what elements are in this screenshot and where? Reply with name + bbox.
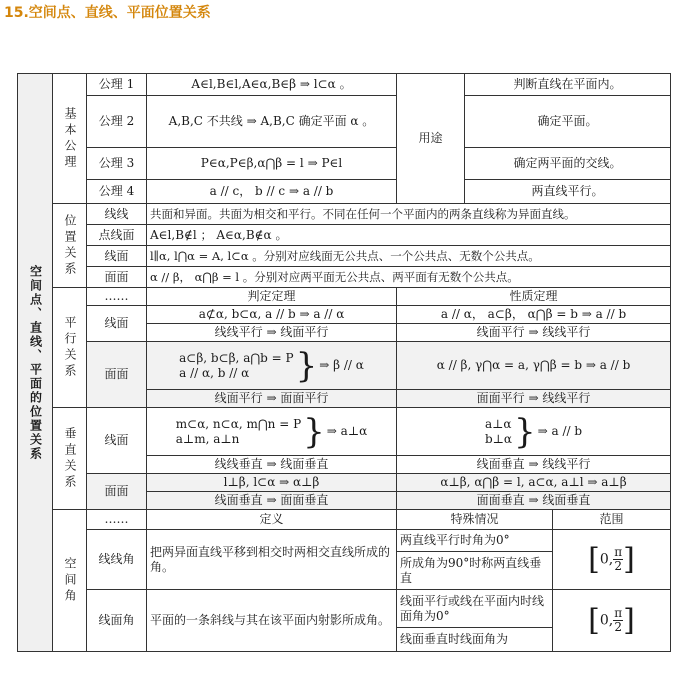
parallel-plane-judge-line2: a // α, b // α [179,365,250,380]
parallel-header-judge: 判定定理 [147,288,397,306]
perp-prop-line2: b⊥α [484,431,513,446]
angle-line-line-name: 线线角 [87,530,147,590]
perp-line-plane-name: 线面 [87,408,147,474]
position-plane-plane-content: α // β， α⋂β = l 。分别对应两平面无公共点、两平面有无数个公共点。 [147,267,671,288]
parallel-line-plane-prop-text: 线面平行 ⇒ 线线平行 [397,324,671,342]
position-line-line-name: 线线 [87,204,147,225]
parallel-line-plane-name: 线面 [87,306,147,342]
perp-prop-result: ⇒ a // b [537,424,583,438]
parallel-group-label: 平行关系 [53,288,87,408]
parallel-plane-plane-prop-formula: α // β, γ⋂α = a, γ⋂β = b ⇒ a // b [397,342,671,390]
perp-line-plane-prop-text: 线面垂直 ⇒ 线线平行 [397,456,671,474]
parallel-plane-plane-name: 面面 [87,342,147,408]
angle-line-line-definition: 把两异面直线平移到相交时两相交直线所成的角。 [147,530,397,590]
usage-1: 判断直线在平面内。 [465,74,671,96]
parallel-plane-plane-judge-text: 线面平行 ⇒ 面面平行 [147,390,397,408]
perp-prop-line1: a⊥α [484,416,512,431]
angle-line-line-special2: 所成角为90°时称两直线垂直 [397,552,553,590]
perp-judge-result: ⇒ a⊥α [326,424,368,438]
usage-3: 确定两平面的交线。 [465,148,671,180]
axiom-2-content: A,B,C 不共线 ⇒ A,B,C 确定平面 α 。 [147,96,397,148]
usage-4: 两直线平行。 [465,180,671,204]
angles-header-special: 特殊情况 [397,510,553,530]
axiom-1-name: 公理 1 [87,74,147,96]
position-point-content: A∈l,B∉l ； A∈α,B∉α 。 [147,225,671,246]
perp-judge-line2: a⊥m, a⊥n [175,431,240,446]
angle-line-plane-range: [0, $\frac{\pi}{2}$ ] [553,590,671,652]
page-title: 15.空间点、直线、平面位置关系 [4,5,211,21]
angles-group-label: 空间角 [53,510,87,652]
parallel-plane-plane-judge-formula: a⊂β, b⊂β, a⋂b = P a // α, b // α } ⇒ β // α [147,342,397,390]
parallel-line-plane-prop-formula: a // α， a⊂β， α⋂β = b ⇒ a // b [397,306,671,324]
angles-header-range: 范围 [553,510,671,530]
summary-table [17,73,671,652]
perp-plane-plane-judge-formula: l⊥β, l⊂α ⇒ α⊥β [147,474,397,492]
axiom-3-content: P∈α,P∈β,α⋂β = l ⇒ P∈l [147,148,397,180]
main-label: 空间点、直线、平面的位置关系 [18,74,53,652]
position-group-label: 位置关系 [53,204,87,288]
angle-line-line-special1: 两直线平行时角为0° [397,530,553,552]
usage-label: 用途 [397,74,465,204]
perp-plane-plane-name: 面面 [87,474,147,510]
parallel-plane-plane-prop-text: 面面平行 ⇒ 线线平行 [397,390,671,408]
position-point-name: 点线面 [87,225,147,246]
angle-line-plane-definition: 平面的一条斜线与其在该平面内射影所成角。 [147,590,397,652]
parallel-plane-judge-line1: a⊂β, b⊂β, a⋂b = P [179,350,294,365]
perpendicular-group-label: 垂直关系 [53,408,87,510]
position-line-line-content: 共面和异面。共面为相交和平行。不同在任何一个平面内的两条直线称为异面直线。 [147,204,671,225]
position-line-plane-content: l∥α, l⋂α = A, l⊂α 。分别对应线面无公共点、一个公共点、无数个公共点。 [147,246,671,267]
axiom-3-name: 公理 3 [87,148,147,180]
angles-header-dots: …… [87,510,147,530]
perp-judge-line1: m⊂α, n⊂α, m⋂n = P [175,416,302,431]
parallel-line-plane-judge-formula: a⊄α, b⊂α, a // b ⇒ a // α [147,306,397,324]
perp-line-plane-judge-formula: m⊂α, n⊂α, m⋂n = P a⊥m, a⊥n } ⇒ a⊥α [147,408,397,456]
parallel-plane-judge-result: ⇒ β // α [319,358,364,372]
position-plane-plane-name: 面面 [87,267,147,288]
parallel-line-plane-judge-text: 线线平行 ⇒ 线面平行 [147,324,397,342]
angle-line-plane-name: 线面角 [87,590,147,652]
angle-line-plane-special2: 线面垂直时线面角为 [397,628,553,652]
parallel-header-dots: …… [87,288,147,306]
axiom-4-name: 公理 4 [87,180,147,204]
angle-line-line-range: [0, $\frac{\pi}{2}$ ] [553,530,671,590]
axioms-group-label: 基本公理 [53,74,87,204]
perp-plane-plane-judge-text: 线面垂直 ⇒ 面面垂直 [147,492,397,510]
angle-line-plane-special1: 线面平行或线在平面内时线面角为0° [397,590,553,628]
perp-plane-plane-prop-formula: α⊥β, α⋂β = l, a⊂α, a⊥l ⇒ a⊥β [397,474,671,492]
parallel-header-property: 性质定理 [397,288,671,306]
perp-line-plane-judge-text: 线线垂直 ⇒ 线面垂直 [147,456,397,474]
axiom-2-name: 公理 2 [87,96,147,148]
perp-plane-plane-prop-text: 面面垂直 ⇒ 线面垂直 [397,492,671,510]
position-line-plane-name: 线面 [87,246,147,267]
angles-header-definition: 定义 [147,510,397,530]
usage-2: 确定平面。 [465,96,671,148]
axiom-1-content: A∈l,B∈l,A∈α,B∈β ⇒ l⊂α 。 [147,74,397,96]
perp-line-plane-prop-formula: a⊥α b⊥α } ⇒ a // b [397,408,671,456]
axiom-4-content: a // c， b // c ⇒ a // b [147,180,397,204]
